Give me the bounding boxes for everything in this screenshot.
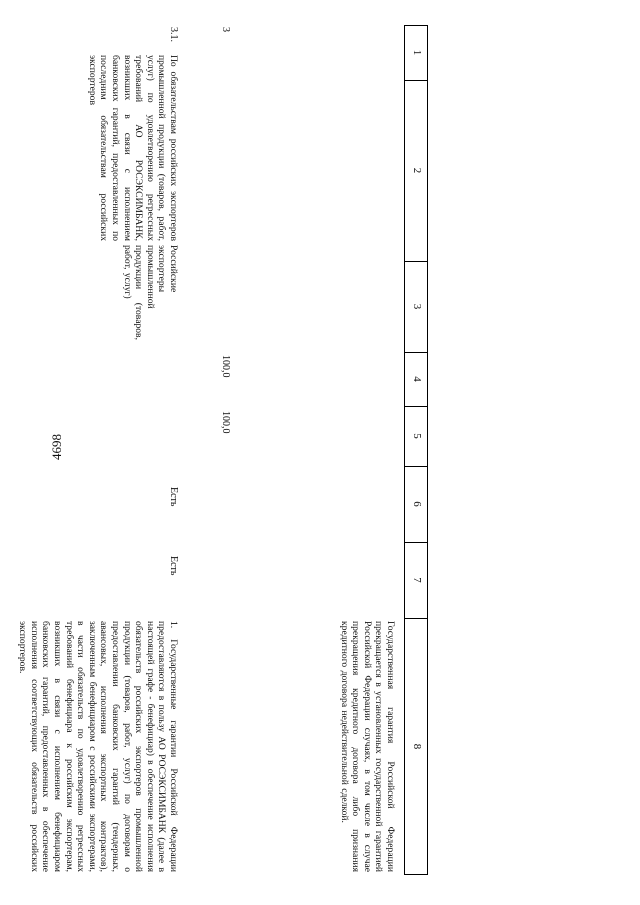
row2-col7-value: Есть bbox=[167, 556, 179, 576]
row0-col8-text: Государственная гарантия Российской Федерации прекращается в установленных государственной гарантией Российской Федерации случаях, в том числе в случае прекращения кредитного договора либо признания кредитного договора недействительной сделкой. bbox=[338, 621, 396, 872]
page-number: 4698 bbox=[49, 434, 64, 460]
row1-col1-number: 3 bbox=[219, 27, 231, 32]
header-col-3: 3 bbox=[410, 303, 423, 310]
rotated-table bbox=[0, 25, 428, 875]
header-col-6: 6 bbox=[410, 501, 423, 507]
row2-col3-text: Российские экспортеры промышленной продукции (товаров, работ, услуг) bbox=[121, 245, 179, 340]
row1-col5-value: 100,0 bbox=[219, 411, 231, 434]
row2-col2-text: По обязательствам российских экспортеров промышленной продукции (товаров, работ, услуг) по удовлетворению регрессных требований АО РОСЭКСИМБАНК, возникших в связи с исполнением банковских гарантий, предоставленных по последним обязательствам российских экспортеров bbox=[86, 55, 179, 241]
header-col-5: 5 bbox=[410, 433, 423, 439]
header-col-7: 7 bbox=[410, 577, 423, 583]
row2-col1-number: 3.1. bbox=[167, 27, 179, 42]
row1-col4-value: 100,0 bbox=[219, 355, 231, 378]
header-col-8: 8 bbox=[410, 743, 423, 750]
header-col-2: 2 bbox=[410, 167, 423, 174]
row2-col8-paragraph-1: 1. Государственные гарантии Российской Федерации предоставляются в пользу АО РОСЭКСИМБАНК (далее в настоящей графе - бенефициар) в обеспечение исполнения обязательств российских экспортеров промышленной продукции (товаров, работ, услуг) по договорам о предоставлении банковских гарантий (тендерных, авансовых, исполнения экспортных контрактов), заключенным бенефициаром с российскими экспортерами, в части обязательств по удовлетворению регрессных требований бенефициара к российским экспортерам, возникших в связи с исполнением бенефициаром банковских гарантий, предоставленных в обеспечение исполнения соответствующих обязательств российских экспортеров. bbox=[16, 621, 179, 872]
header-col-4: 4 bbox=[410, 376, 423, 382]
row2-col6-value: Есть bbox=[167, 487, 179, 507]
header-col-1: 1 bbox=[410, 49, 423, 56]
